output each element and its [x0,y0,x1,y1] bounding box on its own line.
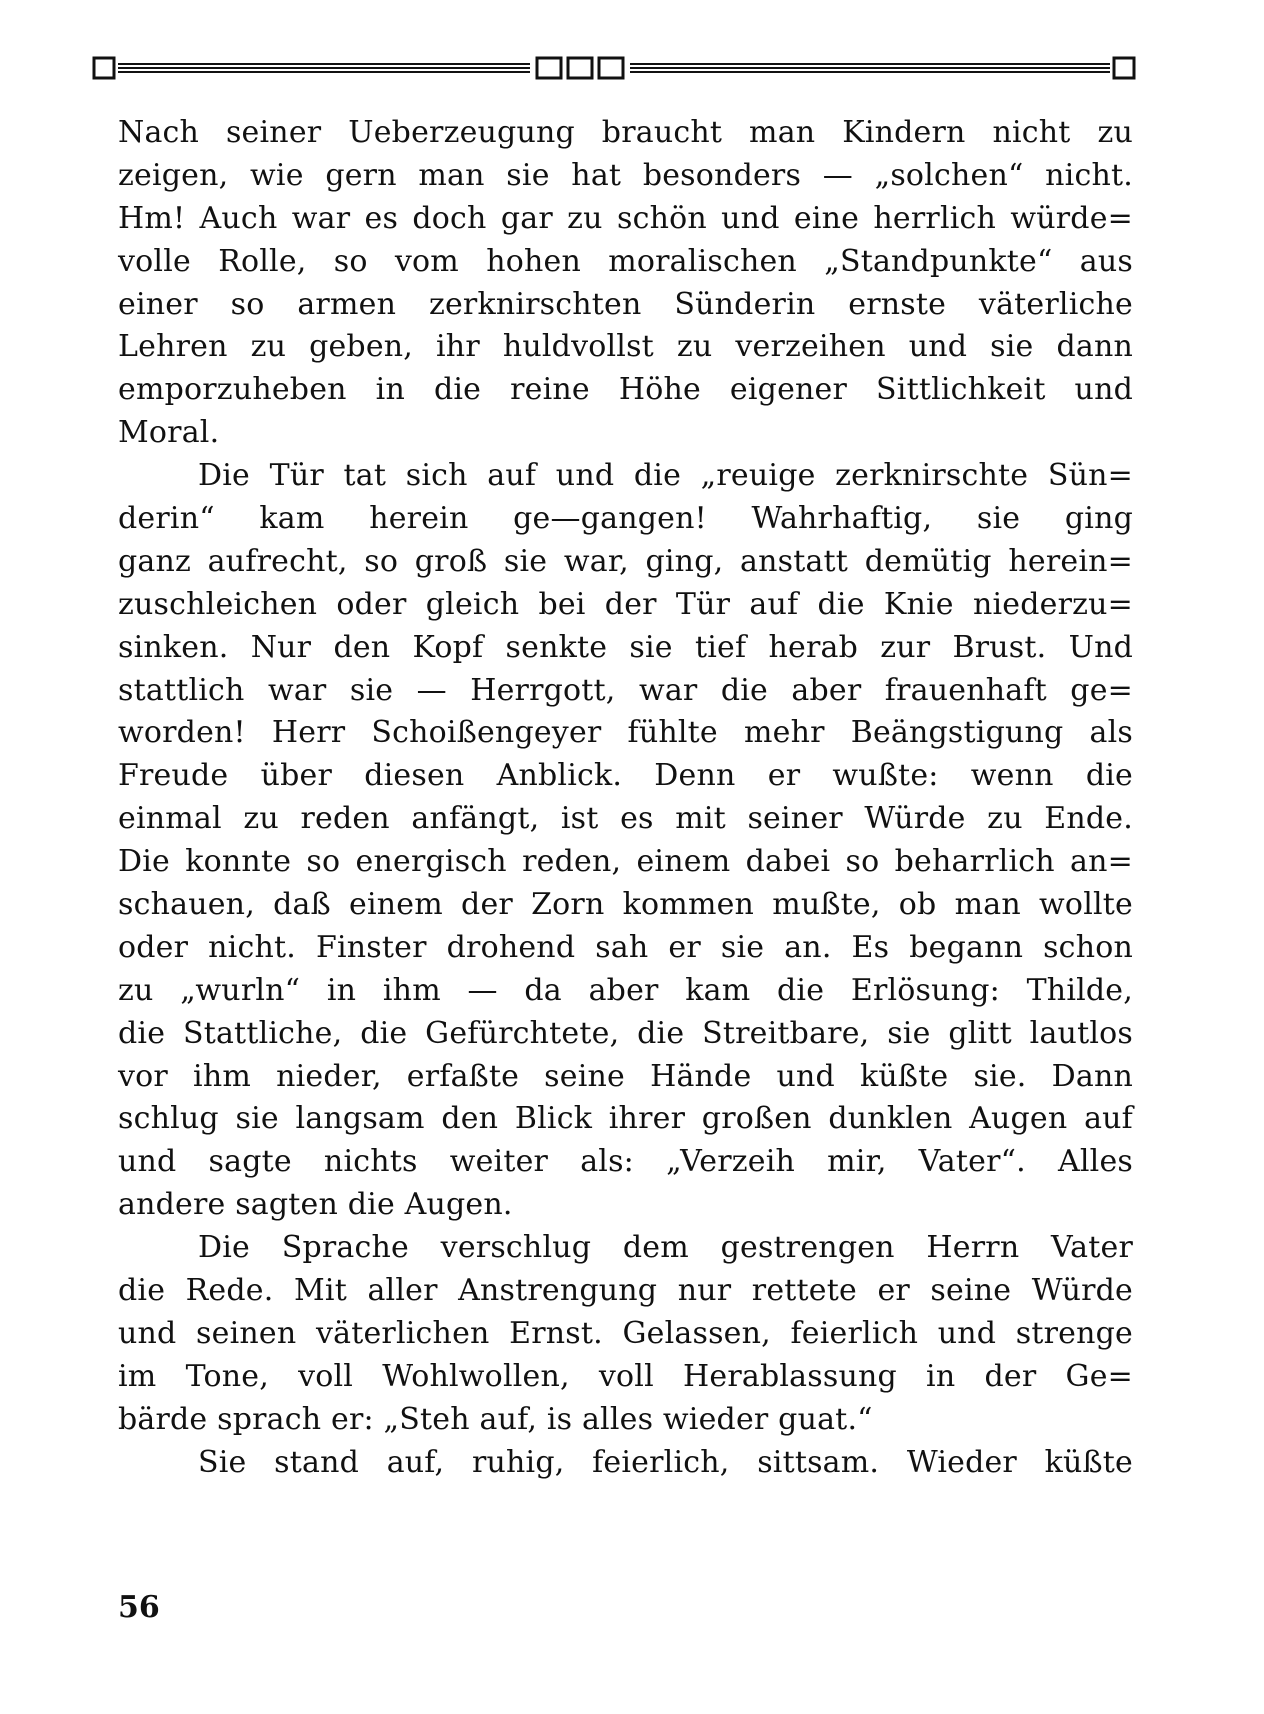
text-line: einmal zu reden anfängt, ist es mit seiner Würde zu Ende. [118,801,1133,837]
text-line: andere sagten die Augen. [118,1187,513,1223]
text-line: zeigen, wie gern man sie hat besonders — „solchen“ nicht. [118,157,1133,193]
text-line: stattlich war sie — Herrgott, war die aber frauenhaft ge= [118,672,1133,708]
header-ornament [92,50,1137,86]
text-line: zuschleichen oder gleich bei der Tür auf die Knie niederzu= [118,586,1133,622]
text-line: Moral. [118,415,220,451]
text-line: Hm! Auch war es doch gar zu schön und eine herrlich würde= [118,200,1133,236]
text-line: und sagte nichts weiter als: „Verzeih mir, Vater“. Alles [118,1144,1133,1180]
text-line: Freude über diesen Anblick. Denn er wußte: wenn die [118,758,1133,794]
text-line: worden! Herr Schoißengeyer fühlte mehr Beängstigung als [118,715,1133,751]
text-line: Die konnte so energisch reden, einem dabei so beharrlich an= [118,844,1133,880]
text-line: schauen, daß einem der Zorn kommen mußte, ob man wollte [118,887,1133,923]
text-line: die Stattliche, die Gefürchtete, die Streitbare, sie glitt lautlos [118,1015,1133,1051]
text-line: Lehren zu geben, ihr huldvollst zu verzeihen und sie dann [118,329,1133,365]
text-line: Nach seiner Ueberzeugung braucht man Kindern nicht zu [118,115,1133,150]
text-line: sinken. Nur den Kopf senkte sie tief herab zur Brust. Und [118,629,1133,665]
text-line: einer so armen zerknirschten Sünderin ernste väterliche [118,286,1133,322]
text-line: ganz aufrecht, so groß sie war, ging, anstatt demütig herein= [118,543,1133,579]
text-line: bärde sprach er: „Steh auf, is alles wieder guat.“ [118,1401,873,1437]
text-line: derin“ kam herein ge—gangen! Wahrhaftig, sie ging [118,501,1133,537]
text-line: schlug sie langsam den Blick ihrer großen dunklen Augen auf [118,1101,1133,1137]
page-number: 56 [118,1590,160,1625]
text-line: im Tone, voll Wohlwollen, voll Herablassung in der Ge= [118,1358,1133,1394]
text-line: oder nicht. Finster drohend sah er sie an. Es begann schon [118,929,1133,965]
page-body-text [118,112,1133,1485]
text-line: Die Sprache verschlug dem gestrengen Herrn Vater [198,1230,1133,1266]
text-line: und seinen väterlichen Ernst. Gelassen, feierlich und strenge [118,1315,1133,1351]
text-line: die Rede. Mit aller Anstrengung nur rettete er seine Würde [118,1273,1133,1309]
text-line: zu „wurln“ in ihm — da aber kam die Erlösung: Thilde, [118,972,1133,1008]
text-line: vor ihm nieder, erfaßte seine Hände und küßte sie. Dann [118,1058,1133,1094]
text-line: Sie stand auf, ruhig, feierlich, sittsam. Wieder küßte [198,1444,1133,1480]
text-line: volle Rolle, so vom hohen moralischen „Standpunkte“ aus [118,243,1133,279]
text-line: emporzuheben in die reine Höhe eigener Sittlichkeit und [118,372,1133,408]
text-line: Die Tür tat sich auf und die „reuige zerknirschte Sün= [198,458,1133,494]
